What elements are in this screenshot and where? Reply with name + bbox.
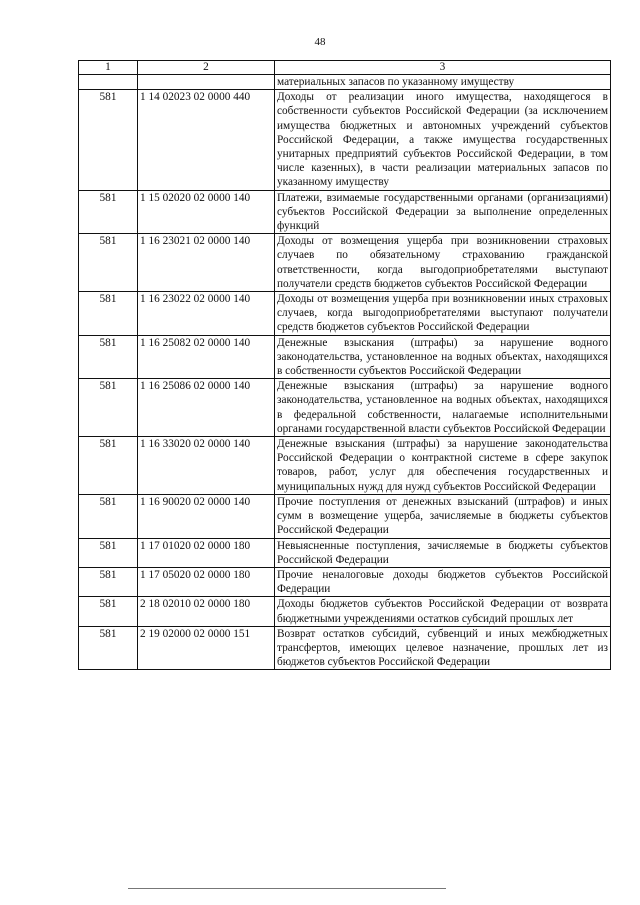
admin-cell: 581 xyxy=(79,538,138,567)
code-cell: 2 18 02010 02 0000 180 xyxy=(138,597,275,626)
code-cell: 1 15 02020 02 0000 140 xyxy=(138,190,275,234)
column-header-3: 3 xyxy=(275,61,611,75)
page-number: 48 xyxy=(314,36,326,48)
admin-cell: 581 xyxy=(79,567,138,596)
table-row xyxy=(79,292,611,336)
code-cell: 1 16 23022 02 0000 140 xyxy=(138,292,275,336)
description-cell: Денежные взыскания (штрафы) за нарушение законодательства Российской Федерации о контрактной системе в сфере закупок товаров, работ, услуг для обеспечения государственных и муниципальных нужд для нужд субъектов Российской Федерации xyxy=(275,437,611,495)
table-row xyxy=(79,190,611,234)
code-cell: 1 16 23021 02 0000 140 xyxy=(138,234,275,292)
revenue-codes-table xyxy=(78,60,611,670)
code-cell: 1 16 25086 02 0000 140 xyxy=(138,379,275,437)
description-cell: Денежные взыскания (штрафы) за нарушение водного законодательства, установленное на водных объектах, находящихся в федеральной собственности, налагаемые исполнительными органами государственной власти субъектов Российской Федерации xyxy=(275,379,611,437)
admin-cell: 581 xyxy=(79,90,138,190)
table-header-row xyxy=(79,61,611,75)
column-header-1: 1 xyxy=(79,61,138,75)
description-cell: материальных запасов по указанному имуществу xyxy=(275,75,611,90)
admin-cell: 581 xyxy=(79,292,138,336)
table-row xyxy=(79,335,611,379)
table-row xyxy=(79,234,611,292)
description-cell: Доходы от возмещения ущерба при возникновении страховых случаев по обязательному страхованию гражданской ответственности, когда выгодоприобретателями выступают получатели средств бюджетов субъектов Российской Федерации xyxy=(275,234,611,292)
admin-cell: 581 xyxy=(79,597,138,626)
continuation-row xyxy=(79,75,611,90)
description-cell: Прочие поступления от денежных взысканий (штрафов) и иных сумм в возмещение ущерба, зачисляемые в бюджеты субъектов Российской Федерации xyxy=(275,494,611,538)
description-cell: Денежные взыскания (штрафы) за нарушение водного законодательства, установленное на водных объектах, находящихся в собственности субъектов Российской Федерации xyxy=(275,335,611,379)
code-cell xyxy=(138,75,275,90)
code-cell: 1 17 01020 02 0000 180 xyxy=(138,538,275,567)
admin-cell: 581 xyxy=(79,437,138,495)
admin-cell: 581 xyxy=(79,234,138,292)
column-header-2: 2 xyxy=(138,61,275,75)
admin-cell: 581 xyxy=(79,626,138,670)
description-cell: Доходы от реализации иного имущества, находящегося в собственности субъектов Российской Федерации (за исключением имущества бюджетных и автономных учреждений субъектов Российской Федерации, а также имущества государственных унитарных предприятий субъектов Российской Федерации, в том числе казенных), в части реализации материальных запасов по указанному имуществу xyxy=(275,90,611,190)
admin-cell: 581 xyxy=(79,190,138,234)
code-cell: 1 17 05020 02 0000 180 xyxy=(138,567,275,596)
table-row xyxy=(79,379,611,437)
description-cell: Прочие неналоговые доходы бюджетов субъектов Российской Федерации xyxy=(275,567,611,596)
description-cell: Доходы от возмещения ущерба при возникновении иных страховых случаев, когда выгодоприобретателями выступают получатели средств бюджетов субъектов Российской Федерации xyxy=(275,292,611,336)
admin-cell xyxy=(79,75,138,90)
table-row xyxy=(79,626,611,670)
table-row xyxy=(79,494,611,538)
description-cell: Доходы бюджетов субъектов Российской Федерации от возврата бюджетными учреждениями остатков субсидий прошлых лет xyxy=(275,597,611,626)
admin-cell: 581 xyxy=(79,335,138,379)
description-cell: Невыясненные поступления, зачисляемые в бюджеты субъектов Российской Федерации xyxy=(275,538,611,567)
table-row xyxy=(79,538,611,567)
table-row xyxy=(79,597,611,626)
description-cell: Возврат остатков субсидий, субвенций и иных межбюджетных трансфертов, имеющих целевое назначение, прошлых лет из бюджетов субъектов Российской Федерации xyxy=(275,626,611,670)
code-cell: 1 16 90020 02 0000 140 xyxy=(138,494,275,538)
code-cell: 1 16 33020 02 0000 140 xyxy=(138,437,275,495)
bottom-divider xyxy=(128,888,446,889)
code-cell: 2 19 02000 02 0000 151 xyxy=(138,626,275,670)
code-cell: 1 14 02023 02 0000 440 xyxy=(138,90,275,190)
code-cell: 1 16 25082 02 0000 140 xyxy=(138,335,275,379)
admin-cell: 581 xyxy=(79,379,138,437)
table-row xyxy=(79,437,611,495)
table-row xyxy=(79,90,611,190)
admin-cell: 581 xyxy=(79,494,138,538)
description-cell: Платежи, взимаемые государственными органами (организациями) субъектов Российской Федерации за выполнение определенных функций xyxy=(275,190,611,234)
table-row xyxy=(79,567,611,596)
